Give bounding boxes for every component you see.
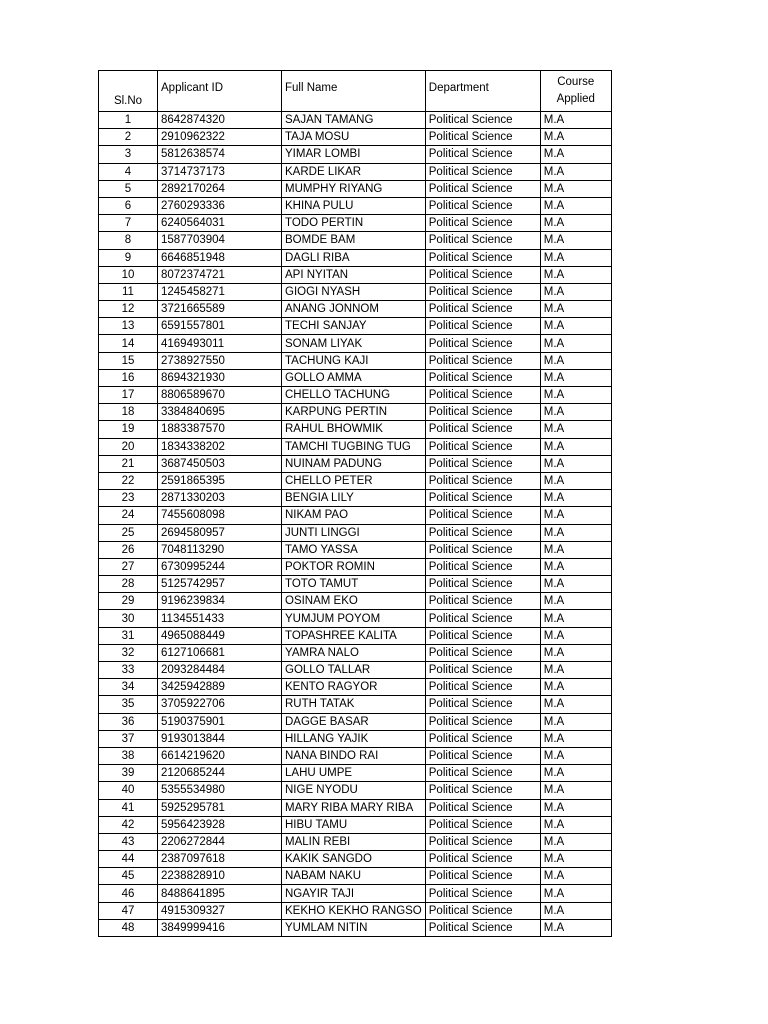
cell-full-name: YUMJUM POYOM xyxy=(282,610,426,627)
table-row xyxy=(99,679,612,696)
cell-course-applied: M.A xyxy=(540,644,611,661)
cell-full-name: KHINA PULU xyxy=(282,197,426,214)
cell-course-applied: M.A xyxy=(540,765,611,782)
table-row xyxy=(99,369,612,386)
cell-applicant-id: 2093284484 xyxy=(158,662,282,679)
table-row xyxy=(99,507,612,524)
cell-applicant-id: 1834338202 xyxy=(158,438,282,455)
cell-applicant-id: 5925295781 xyxy=(158,799,282,816)
cell-applicant-id: 6646851948 xyxy=(158,249,282,266)
cell-sl-no: 8 xyxy=(99,232,158,249)
cell-department: Political Science xyxy=(425,387,540,404)
cell-department: Political Science xyxy=(425,696,540,713)
table-row xyxy=(99,833,612,850)
table-row xyxy=(99,318,612,335)
cell-applicant-id: 5812638574 xyxy=(158,146,282,163)
cell-course-applied: M.A xyxy=(540,662,611,679)
cell-applicant-id: 2238828910 xyxy=(158,868,282,885)
cell-course-applied: M.A xyxy=(540,558,611,575)
cell-sl-no: 13 xyxy=(99,318,158,335)
cell-department: Political Science xyxy=(425,232,540,249)
table-row xyxy=(99,799,612,816)
cell-applicant-id: 2892170264 xyxy=(158,180,282,197)
table-row xyxy=(99,301,612,318)
cell-applicant-id: 7048113290 xyxy=(158,541,282,558)
cell-applicant-id: 2910962322 xyxy=(158,129,282,146)
cell-applicant-id: 8072374721 xyxy=(158,266,282,283)
cell-applicant-id: 3425942889 xyxy=(158,679,282,696)
table-row xyxy=(99,816,612,833)
cell-sl-no: 19 xyxy=(99,421,158,438)
cell-sl-no: 45 xyxy=(99,868,158,885)
cell-full-name: KEKHO KEKHO RANGSO xyxy=(282,902,426,919)
cell-department: Political Science xyxy=(425,730,540,747)
table-row xyxy=(99,696,612,713)
cell-course-applied: M.A xyxy=(540,266,611,283)
cell-sl-no: 3 xyxy=(99,146,158,163)
cell-applicant-id: 2387097618 xyxy=(158,851,282,868)
cell-full-name: NGAYIR TAJI xyxy=(282,885,426,902)
cell-department: Political Science xyxy=(425,644,540,661)
cell-sl-no: 9 xyxy=(99,249,158,266)
cell-department: Political Science xyxy=(425,919,540,936)
cell-applicant-id: 8488641895 xyxy=(158,885,282,902)
cell-sl-no: 10 xyxy=(99,266,158,283)
cell-sl-no: 24 xyxy=(99,507,158,524)
header-full-name: Full Name xyxy=(282,71,426,112)
table-row xyxy=(99,576,612,593)
cell-course-applied: M.A xyxy=(540,232,611,249)
cell-full-name: CHELLO PETER xyxy=(282,472,426,489)
cell-course-applied: M.A xyxy=(540,197,611,214)
cell-full-name: GIOGI NYASH xyxy=(282,283,426,300)
cell-applicant-id: 2738927550 xyxy=(158,352,282,369)
cell-sl-no: 28 xyxy=(99,576,158,593)
cell-applicant-id: 5355534980 xyxy=(158,782,282,799)
cell-sl-no: 34 xyxy=(99,679,158,696)
cell-sl-no: 32 xyxy=(99,644,158,661)
cell-course-applied: M.A xyxy=(540,593,611,610)
table-row xyxy=(99,180,612,197)
cell-sl-no: 17 xyxy=(99,387,158,404)
cell-full-name: TECHI SANJAY xyxy=(282,318,426,335)
table-row xyxy=(99,129,612,146)
cell-full-name: TOTO TAMUT xyxy=(282,576,426,593)
cell-sl-no: 42 xyxy=(99,816,158,833)
cell-department: Political Science xyxy=(425,180,540,197)
cell-applicant-id: 6591557801 xyxy=(158,318,282,335)
cell-department: Political Science xyxy=(425,662,540,679)
cell-course-applied: M.A xyxy=(540,851,611,868)
cell-department: Political Science xyxy=(425,885,540,902)
cell-course-applied: M.A xyxy=(540,576,611,593)
cell-department: Political Science xyxy=(425,335,540,352)
cell-course-applied: M.A xyxy=(540,833,611,850)
table-row xyxy=(99,283,612,300)
cell-department: Political Science xyxy=(425,352,540,369)
cell-course-applied: M.A xyxy=(540,507,611,524)
cell-applicant-id: 2694580957 xyxy=(158,524,282,541)
cell-sl-no: 31 xyxy=(99,627,158,644)
cell-full-name: NUINAM PADUNG xyxy=(282,455,426,472)
cell-course-applied: M.A xyxy=(540,283,611,300)
cell-full-name: GOLLO TALLAR xyxy=(282,662,426,679)
table-row xyxy=(99,112,612,129)
cell-applicant-id: 2206272844 xyxy=(158,833,282,850)
cell-applicant-id: 4169493011 xyxy=(158,335,282,352)
cell-sl-no: 2 xyxy=(99,129,158,146)
cell-full-name: POKTOR ROMIN xyxy=(282,558,426,575)
cell-department: Political Science xyxy=(425,851,540,868)
cell-course-applied: M.A xyxy=(540,301,611,318)
table-row xyxy=(99,713,612,730)
header-applicant-id: Applicant ID xyxy=(158,71,282,112)
cell-full-name: KARDE LIKAR xyxy=(282,163,426,180)
cell-department: Political Science xyxy=(425,438,540,455)
cell-course-applied: M.A xyxy=(540,421,611,438)
cell-full-name: OSINAM EKO xyxy=(282,593,426,610)
cell-full-name: TAJA MOSU xyxy=(282,129,426,146)
cell-applicant-id: 6614219620 xyxy=(158,747,282,764)
cell-full-name: MUMPHY RIYANG xyxy=(282,180,426,197)
table-row xyxy=(99,404,612,421)
cell-course-applied: M.A xyxy=(540,215,611,232)
cell-course-applied: M.A xyxy=(540,249,611,266)
cell-course-applied: M.A xyxy=(540,335,611,352)
cell-full-name: YAMRA NALO xyxy=(282,644,426,661)
cell-course-applied: M.A xyxy=(540,472,611,489)
cell-department: Political Science xyxy=(425,868,540,885)
table-row xyxy=(99,868,612,885)
cell-course-applied: M.A xyxy=(540,919,611,936)
cell-sl-no: 18 xyxy=(99,404,158,421)
table-row xyxy=(99,146,612,163)
table-row xyxy=(99,215,612,232)
table-row xyxy=(99,438,612,455)
cell-applicant-id: 1245458271 xyxy=(158,283,282,300)
cell-applicant-id: 6127106681 xyxy=(158,644,282,661)
table-row xyxy=(99,593,612,610)
cell-sl-no: 38 xyxy=(99,747,158,764)
cell-applicant-id: 8642874320 xyxy=(158,112,282,129)
table-row xyxy=(99,662,612,679)
table-row xyxy=(99,541,612,558)
cell-full-name: DAGGE BASAR xyxy=(282,713,426,730)
table-row xyxy=(99,232,612,249)
cell-course-applied: M.A xyxy=(540,799,611,816)
cell-department: Political Science xyxy=(425,782,540,799)
cell-sl-no: 36 xyxy=(99,713,158,730)
cell-full-name: NANA BINDO RAI xyxy=(282,747,426,764)
table-row xyxy=(99,919,612,936)
cell-course-applied: M.A xyxy=(540,387,611,404)
cell-department: Political Science xyxy=(425,610,540,627)
cell-sl-no: 21 xyxy=(99,455,158,472)
cell-applicant-id: 3721665589 xyxy=(158,301,282,318)
cell-full-name: KARPUNG PERTIN xyxy=(282,404,426,421)
cell-full-name: SONAM LIYAK xyxy=(282,335,426,352)
cell-applicant-id: 4915309327 xyxy=(158,902,282,919)
cell-department: Political Science xyxy=(425,404,540,421)
cell-department: Political Science xyxy=(425,541,540,558)
cell-course-applied: M.A xyxy=(540,112,611,129)
cell-department: Political Science xyxy=(425,816,540,833)
cell-sl-no: 26 xyxy=(99,541,158,558)
cell-applicant-id: 1134551433 xyxy=(158,610,282,627)
cell-course-applied: M.A xyxy=(540,129,611,146)
cell-sl-no: 15 xyxy=(99,352,158,369)
cell-full-name: TODO PERTIN xyxy=(282,215,426,232)
cell-sl-no: 35 xyxy=(99,696,158,713)
cell-full-name: BENGIA LILY xyxy=(282,490,426,507)
cell-sl-no: 12 xyxy=(99,301,158,318)
cell-sl-no: 22 xyxy=(99,472,158,489)
cell-department: Political Science xyxy=(425,679,540,696)
cell-department: Political Science xyxy=(425,490,540,507)
cell-sl-no: 14 xyxy=(99,335,158,352)
cell-course-applied: M.A xyxy=(540,868,611,885)
cell-applicant-id: 1883387570 xyxy=(158,421,282,438)
table-row xyxy=(99,851,612,868)
cell-full-name: GOLLO AMMA xyxy=(282,369,426,386)
cell-applicant-id: 5190375901 xyxy=(158,713,282,730)
cell-course-applied: M.A xyxy=(540,902,611,919)
cell-full-name: DAGLI RIBA xyxy=(282,249,426,266)
cell-full-name: KAKIK SANGDO xyxy=(282,851,426,868)
cell-sl-no: 5 xyxy=(99,180,158,197)
cell-course-applied: M.A xyxy=(540,885,611,902)
cell-course-applied: M.A xyxy=(540,713,611,730)
cell-full-name: LAHU UMPE xyxy=(282,765,426,782)
cell-course-applied: M.A xyxy=(540,541,611,558)
cell-department: Political Science xyxy=(425,558,540,575)
header-row xyxy=(99,71,612,112)
cell-applicant-id: 3705922706 xyxy=(158,696,282,713)
cell-full-name: RUTH TATAK xyxy=(282,696,426,713)
cell-department: Political Science xyxy=(425,524,540,541)
cell-department: Political Science xyxy=(425,129,540,146)
table-row xyxy=(99,610,612,627)
cell-course-applied: M.A xyxy=(540,627,611,644)
cell-applicant-id: 5956423928 xyxy=(158,816,282,833)
cell-sl-no: 4 xyxy=(99,163,158,180)
cell-sl-no: 11 xyxy=(99,283,158,300)
cell-applicant-id: 9196239834 xyxy=(158,593,282,610)
table-row xyxy=(99,163,612,180)
cell-course-applied: M.A xyxy=(540,438,611,455)
cell-full-name: RAHUL BHOWMIK xyxy=(282,421,426,438)
cell-applicant-id: 1587703904 xyxy=(158,232,282,249)
cell-sl-no: 29 xyxy=(99,593,158,610)
cell-department: Political Science xyxy=(425,713,540,730)
table-row xyxy=(99,490,612,507)
cell-department: Political Science xyxy=(425,593,540,610)
cell-applicant-id: 3384840695 xyxy=(158,404,282,421)
table-row xyxy=(99,644,612,661)
table-row xyxy=(99,627,612,644)
cell-department: Political Science xyxy=(425,301,540,318)
cell-full-name: NIKAM PAO xyxy=(282,507,426,524)
cell-full-name: KENTO RAGYOR xyxy=(282,679,426,696)
cell-full-name: TAMCHI TUGBING TUG xyxy=(282,438,426,455)
table-row xyxy=(99,335,612,352)
cell-applicant-id: 3849999416 xyxy=(158,919,282,936)
cell-sl-no: 1 xyxy=(99,112,158,129)
cell-course-applied: M.A xyxy=(540,696,611,713)
cell-course-applied: M.A xyxy=(540,610,611,627)
cell-full-name: NABAM NAKU xyxy=(282,868,426,885)
cell-applicant-id: 6730995244 xyxy=(158,558,282,575)
cell-full-name: HILLANG YAJIK xyxy=(282,730,426,747)
cell-sl-no: 47 xyxy=(99,902,158,919)
cell-full-name: TACHUNG KAJI xyxy=(282,352,426,369)
cell-sl-no: 20 xyxy=(99,438,158,455)
table-row xyxy=(99,387,612,404)
cell-sl-no: 25 xyxy=(99,524,158,541)
cell-applicant-id: 7455608098 xyxy=(158,507,282,524)
cell-full-name: TAMO YASSA xyxy=(282,541,426,558)
cell-department: Political Science xyxy=(425,266,540,283)
cell-sl-no: 40 xyxy=(99,782,158,799)
cell-applicant-id: 2120685244 xyxy=(158,765,282,782)
cell-course-applied: M.A xyxy=(540,816,611,833)
cell-applicant-id: 4965088449 xyxy=(158,627,282,644)
table-row xyxy=(99,266,612,283)
cell-applicant-id: 3714737173 xyxy=(158,163,282,180)
cell-sl-no: 7 xyxy=(99,215,158,232)
cell-course-applied: M.A xyxy=(540,404,611,421)
cell-full-name: MALIN REBI xyxy=(282,833,426,850)
table-row xyxy=(99,421,612,438)
cell-applicant-id: 6240564031 xyxy=(158,215,282,232)
cell-department: Political Science xyxy=(425,163,540,180)
table-body xyxy=(99,112,612,937)
cell-department: Political Science xyxy=(425,472,540,489)
cell-full-name: API NYITAN xyxy=(282,266,426,283)
cell-department: Political Science xyxy=(425,146,540,163)
cell-sl-no: 23 xyxy=(99,490,158,507)
cell-applicant-id: 2760293336 xyxy=(158,197,282,214)
cell-full-name: TOPASHREE KALITA xyxy=(282,627,426,644)
cell-course-applied: M.A xyxy=(540,490,611,507)
cell-full-name: ANANG JONNOM xyxy=(282,301,426,318)
cell-department: Political Science xyxy=(425,507,540,524)
cell-sl-no: 37 xyxy=(99,730,158,747)
cell-course-applied: M.A xyxy=(540,524,611,541)
cell-department: Political Science xyxy=(425,318,540,335)
cell-sl-no: 33 xyxy=(99,662,158,679)
table-row xyxy=(99,352,612,369)
cell-course-applied: M.A xyxy=(540,747,611,764)
cell-sl-no: 16 xyxy=(99,369,158,386)
table-row xyxy=(99,455,612,472)
header-course-applied: Course Applied xyxy=(540,71,611,112)
cell-sl-no: 6 xyxy=(99,197,158,214)
cell-department: Political Science xyxy=(425,833,540,850)
table-row xyxy=(99,249,612,266)
cell-course-applied: M.A xyxy=(540,180,611,197)
table-row xyxy=(99,472,612,489)
cell-department: Political Science xyxy=(425,283,540,300)
cell-course-applied: M.A xyxy=(540,352,611,369)
cell-applicant-id: 9193013844 xyxy=(158,730,282,747)
cell-sl-no: 43 xyxy=(99,833,158,850)
table-row xyxy=(99,902,612,919)
cell-full-name: JUNTI LINGGI xyxy=(282,524,426,541)
cell-department: Political Science xyxy=(425,112,540,129)
cell-course-applied: M.A xyxy=(540,679,611,696)
cell-department: Political Science xyxy=(425,799,540,816)
cell-full-name: BOMDE BAM xyxy=(282,232,426,249)
cell-course-applied: M.A xyxy=(540,146,611,163)
cell-full-name: SAJAN TAMANG xyxy=(282,112,426,129)
cell-full-name: NIGE NYODU xyxy=(282,782,426,799)
table-row xyxy=(99,747,612,764)
cell-department: Political Science xyxy=(425,455,540,472)
table-row xyxy=(99,524,612,541)
cell-department: Political Science xyxy=(425,369,540,386)
cell-sl-no: 41 xyxy=(99,799,158,816)
table-row xyxy=(99,197,612,214)
cell-full-name: MARY RIBA MARY RIBA xyxy=(282,799,426,816)
cell-department: Political Science xyxy=(425,576,540,593)
applicant-table xyxy=(98,70,612,937)
cell-department: Political Science xyxy=(425,215,540,232)
cell-sl-no: 48 xyxy=(99,919,158,936)
cell-sl-no: 27 xyxy=(99,558,158,575)
cell-applicant-id: 8806589670 xyxy=(158,387,282,404)
cell-department: Political Science xyxy=(425,747,540,764)
cell-course-applied: M.A xyxy=(540,163,611,180)
cell-course-applied: M.A xyxy=(540,455,611,472)
cell-full-name: YUMLAM NITIN xyxy=(282,919,426,936)
cell-department: Political Science xyxy=(425,421,540,438)
cell-department: Political Science xyxy=(425,627,540,644)
cell-full-name: CHELLO TACHUNG xyxy=(282,387,426,404)
header-department: Department xyxy=(425,71,540,112)
cell-full-name: YIMAR LOMBI xyxy=(282,146,426,163)
cell-sl-no: 39 xyxy=(99,765,158,782)
cell-sl-no: 30 xyxy=(99,610,158,627)
cell-department: Political Science xyxy=(425,902,540,919)
cell-sl-no: 46 xyxy=(99,885,158,902)
cell-department: Political Science xyxy=(425,249,540,266)
cell-applicant-id: 3687450503 xyxy=(158,455,282,472)
header-sl-no: Sl.No xyxy=(99,71,158,112)
cell-applicant-id: 2871330203 xyxy=(158,490,282,507)
table-row xyxy=(99,730,612,747)
cell-applicant-id: 5125742957 xyxy=(158,576,282,593)
cell-applicant-id: 2591865395 xyxy=(158,472,282,489)
cell-applicant-id: 8694321930 xyxy=(158,369,282,386)
cell-full-name: HIBU TAMU xyxy=(282,816,426,833)
cell-department: Political Science xyxy=(425,765,540,782)
cell-sl-no: 44 xyxy=(99,851,158,868)
cell-course-applied: M.A xyxy=(540,369,611,386)
table-row xyxy=(99,782,612,799)
table-row xyxy=(99,765,612,782)
table-row xyxy=(99,885,612,902)
cell-course-applied: M.A xyxy=(540,782,611,799)
cell-department: Political Science xyxy=(425,197,540,214)
table-row xyxy=(99,558,612,575)
cell-course-applied: M.A xyxy=(540,318,611,335)
cell-course-applied: M.A xyxy=(540,730,611,747)
